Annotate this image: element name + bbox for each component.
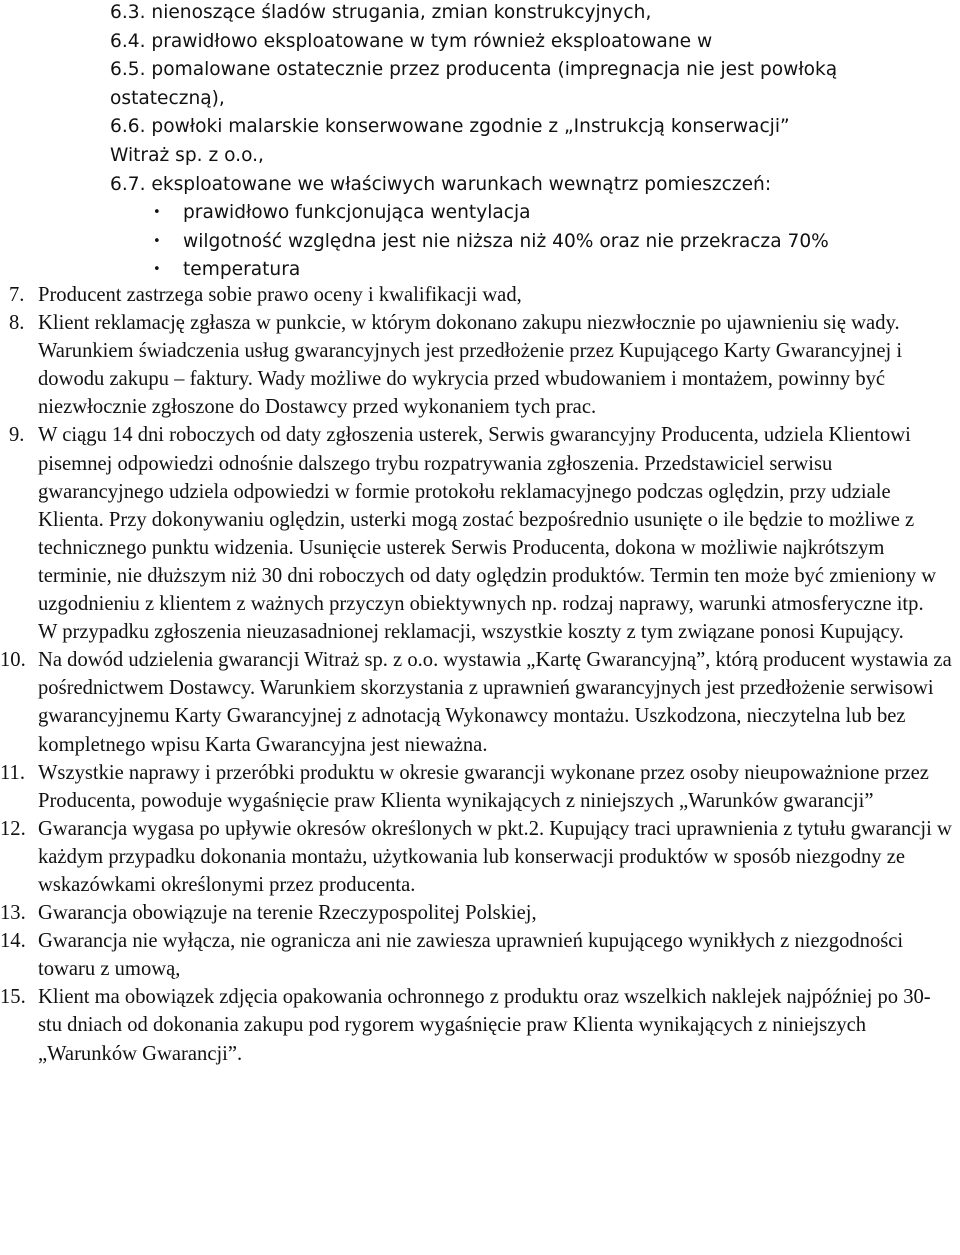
sublist-text: nienoszące śladów strugania, zmian konstrukcyjnych,	[151, 2, 652, 23]
bullet-item	[0, 228, 960, 257]
item-number: 9.	[9, 424, 25, 447]
item-number: 14.	[0, 930, 26, 953]
sublist-item-6-6-cont	[0, 142, 960, 171]
sublist-num-text: 6.5.	[110, 59, 146, 81]
bullet-text: wilgotność względna jest nie niższa niż 40% oraz nie przekracza 70%	[183, 230, 829, 252]
list-item-7	[0, 281, 952, 309]
sublist-section	[0, 0, 960, 285]
item-number: 15.	[0, 986, 26, 1009]
item-text: W przypadku zgłoszenia nieuzasadnionej reklamacji, wszystkie koszty z tym związane ponosi Kupujący.	[38, 621, 904, 644]
sublist-text: pomalowane ostatecznie przez producenta (impregnacja nie jest powłoką	[151, 59, 838, 81]
item-text: Gwarancja wygasa po upływie okresów określonych w pkt.2. Kupujący traci uprawnienia z tytułu gwarancji w każdym przypadku dokonania montażu, użytkowania lub konserwacji produktów w sposób niezgodny ze wskazówkami określonymi przez producenta.	[38, 817, 952, 896]
sublist-text: ostateczną),	[110, 87, 225, 109]
sublist-item-6-5-cont	[0, 85, 960, 114]
item-text: Na dowód udzielenia gwarancji Witraż sp. z o.o. wystawia „Kartę Gwarancyjną”, którą producent wystawia za pośrednictwem Dostawcy. Warunkiem skorzystania z uprawnień gwarancyjnych jest przedłożenie serwisowi gwarancyjnemu Karty Gwarancyjnej z adnotacją Wykonawcy montażu. Uszkodzona, nieczytelna lub bez kompletnego wpisu Karta Gwarancyjna jest nieważna.	[38, 649, 952, 756]
bullet-icon: •	[153, 233, 161, 249]
bullet-text: prawidłowo funkcjonująca wentylacja	[183, 202, 531, 224]
item-text: Gwarancja obowiązuje na terenie Rzeczypospolitej Polskiej,	[38, 902, 537, 925]
sublist-num-text: 6.4.	[110, 30, 146, 52]
sublist-item-6-6	[0, 113, 960, 142]
item-number: 13.	[0, 902, 26, 925]
item-number: 12.	[0, 817, 26, 840]
list-item-9	[0, 421, 952, 646]
sublist-text: Witraż sp. z o.o.,	[110, 144, 264, 166]
sublist-item-6-7	[0, 171, 960, 200]
item-text: W ciągu 14 dni roboczych od daty zgłoszenia usterek, Serwis gwarancyjny Producenta, udziela Klientowi pisemnej odpowiedzi odnośnie dalszego trybu rozpatrywania zgłoszenia. Przedstawiciel serwisu gwarancyjnego udziela odpowiedzi w formie protokołu reklamacyjnego podczas oględzin, przy udziale Klienta. Przy dokonywaniu oględzin, usterki mogą zostać bezpośrednio usunięte o ile będzie to możliwe z technicznego punktu widzenia. Usunięcie usterek Serwis Producenta, dokona w możliwie najkrótszym terminie, nie dłuższym niż 30 dni roboczych od daty oględzin produktów. Termin ten może być zmieniony w uzgodnieniu z klientem z ważnych przyczyn obiektywnych np. rodzaj naprawy, warunki atmosferyczne itp.	[38, 424, 937, 616]
sublist-item-6-4	[0, 28, 960, 57]
bullet-icon: •	[153, 205, 161, 221]
list-item-15	[0, 983, 952, 1067]
sublist-num-text: 6.3.	[110, 2, 146, 23]
bullet-icon: •	[153, 262, 161, 278]
bullet-item	[0, 199, 960, 228]
list-item-12	[0, 815, 952, 899]
item-number: 8.	[9, 312, 25, 335]
list-item-10	[0, 646, 952, 758]
item-number: 11.	[0, 761, 25, 784]
conditions-bullet-list	[0, 199, 960, 285]
item-text: Klient ma obowiązek zdjęcia opakowania ochronnego z produktu oraz wszelkich naklejek najpóźniej po 30-stu dniach od dokonania zakupu pod rygorem wygaśnięcie praw Klienta wynikających z niniejszych „Warunków Gwarancji”.	[38, 986, 931, 1065]
sublist-item-6-5	[0, 56, 960, 85]
sublist-num-text: 6.7.	[110, 173, 146, 195]
sublist-text: eksploatowane we właściwych warunkach wewnątrz pomieszczeń:	[151, 173, 772, 195]
sublist-text: prawidłowo eksploatowane w tym również eksploatowane w	[151, 30, 713, 52]
list-item-11	[0, 759, 952, 815]
list-item-8	[0, 309, 952, 421]
item-text: Klient reklamację zgłasza w punkcie, w którym dokonano zakupu niezwłocznie po ujawnieniu się wady. Warunkiem świadczenia usług gwarancyjnych jest przedłożenie przez Kupującego Karty Gwarancyjnej i dowodu zakupu – faktury. Wady możliwe do wykrycia przed wbudowaniem i montażem, powinny być niezwłocznie zgłoszone do Dostawcy przed wykonaniem tych prac.	[38, 312, 903, 419]
item-text: Producent zastrzega sobie prawo oceny i kwalifikacji wad,	[38, 284, 522, 306]
numbered-list	[0, 281, 952, 1068]
list-item-13	[0, 899, 952, 927]
item-text: Wszystkie naprawy i przeróbki produktu w okresie gwarancji wykonane przez osoby nieupoważnione przez Producenta, powoduje wygaśnięcie praw Klienta wynikających z niniejszych „Warunków gwarancji”	[38, 761, 929, 812]
sublist-text: powłoki malarskie konserwowane zgodnie z „Instrukcją konserwacji”	[151, 116, 790, 138]
item-text: Gwarancja nie wyłącza, nie ogranicza ani nie zawiesza uprawnień kupującego wynikłych z niezgodności towaru z umową,	[38, 930, 904, 981]
sublist-item-6-3	[0, 0, 960, 28]
bullet-text: temperatura	[183, 259, 301, 281]
item-number: 7.	[9, 284, 25, 306]
sublist-num-text: 6.6.	[110, 116, 146, 138]
item-number: 10.	[0, 649, 26, 672]
list-item-14	[0, 927, 952, 983]
